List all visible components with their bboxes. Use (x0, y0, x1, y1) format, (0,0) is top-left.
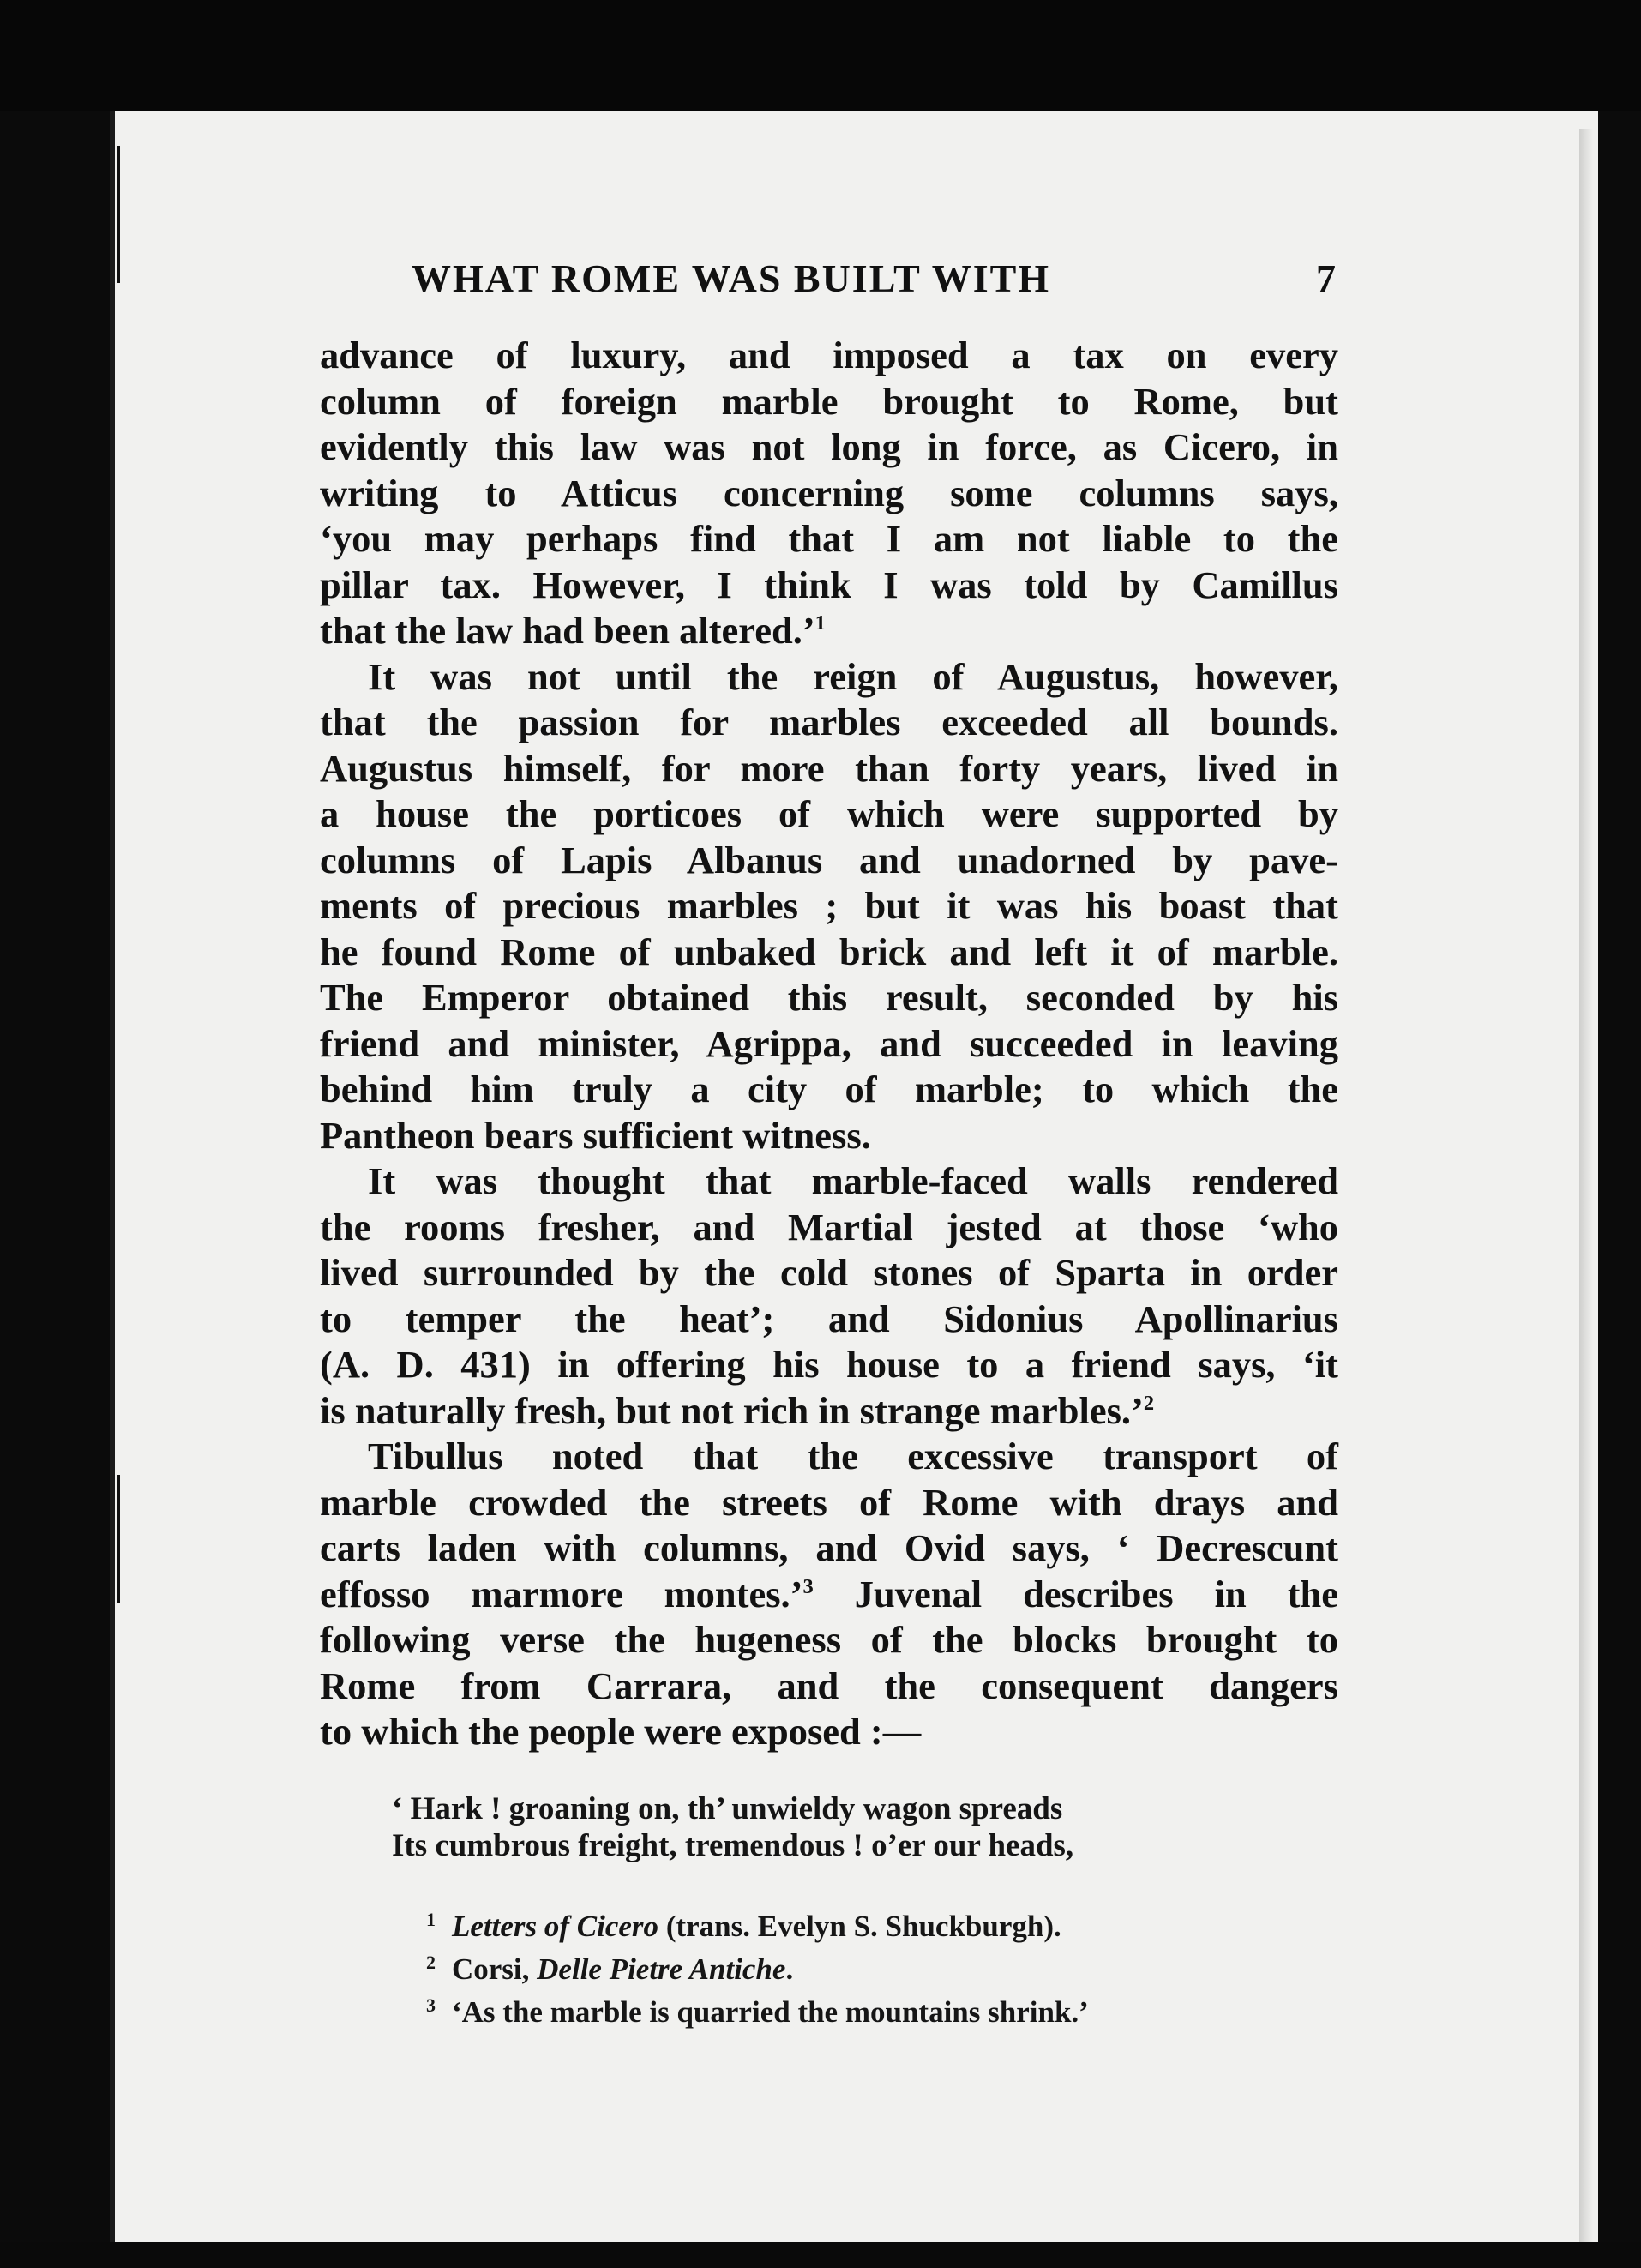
text-fragment: that the law had been altered.’ (320, 609, 815, 652)
text-line: marble crowded the streets of Rome with drays and (320, 1480, 1338, 1524)
margin-rule-mark (117, 146, 120, 283)
text-line: the rooms fresher, and Martial jested at those ‘who (320, 1205, 1338, 1248)
text-line: (A. D. 431) in offering his house to a friend says, ‘it (320, 1343, 1338, 1386)
text-line: that the passion for marbles exceeded all bounds. (320, 701, 1338, 743)
text-line: column of foreign marble brought to Rome, but (320, 379, 1338, 423)
text-line: ments of precious marbles ; but it was his boast that (320, 884, 1338, 927)
scan-border-top (0, 0, 1641, 111)
body-text (320, 333, 1338, 1755)
text-line: following verse the hugeness of the blocks brought to (320, 1618, 1338, 1661)
text-line: advance of luxury, and imposed a tax on every (320, 334, 1338, 376)
text-fragment: is naturally fresh, but not rich in strange marbles.’ (320, 1388, 1144, 1432)
scan-border-bottom (0, 2242, 1641, 2268)
text-line: lived surrounded by the cold stones of Sparta in order (320, 1251, 1338, 1294)
text-line: carts laden with columns, and Ovid says, ‘ Decrescunt (320, 1526, 1338, 1569)
text-line: The Emperor obtained this result, seconded by his (320, 976, 1338, 1019)
text-line (320, 1572, 1338, 1618)
footnote-mark: 1 (426, 1909, 436, 1930)
text-line: writing to Atticus concerning some columns says, (320, 471, 1338, 514)
footnote-mark: 2 (426, 1952, 436, 1973)
text-line: friend and minister, Agrippa, and succeeded in leaving (320, 1021, 1338, 1065)
text-line: Rome from Carrara, and the consequent dangers (320, 1663, 1338, 1707)
footnote-text: (trans. Evelyn S. Shuckburgh). (658, 1910, 1061, 1943)
footnote-mark: 3 (426, 1994, 436, 2016)
footnotes (426, 1902, 1283, 2030)
text-line: to which the people were exposed :— (320, 1710, 922, 1753)
footnote-ref: 3 (802, 1574, 814, 1598)
text-line: Tibullus noted that the excessive transport of (368, 1435, 1338, 1477)
text-line: behind him truly a city of marble; to which the (320, 1068, 1338, 1110)
text-line: to temper the heat’; and Sidonius Apollinarius (320, 1296, 1338, 1340)
text-line: a house the porticoes of which were supported by (320, 792, 1338, 835)
verse-quotation (392, 1790, 1232, 1864)
text-fragment: effosso marmore montes.’ (320, 1572, 803, 1615)
text-line: columns of Lapis Albanus and unadorned by pave- (320, 838, 1338, 881)
text-line: pillar tax. However, I think I was told by Camillus (320, 562, 1338, 606)
verse-line: Its cumbrous freight, tremendous ! o’er our heads, (392, 1828, 1074, 1863)
margin-rule-mark (117, 1475, 120, 1603)
footnote-italic: Delle Pietre Antiche (537, 1952, 786, 1986)
text-line: It was thought that marble-faced walls rendered (368, 1159, 1338, 1202)
verse-line: ‘ Hark ! groaning on, th’ unwieldy wagon spreads (392, 1791, 1063, 1826)
text-fragment: Juvenal describes in the (854, 1572, 1339, 1615)
text-line (320, 608, 1338, 654)
text-line: ‘you may perhaps find that I am not liable to the (320, 517, 1338, 560)
running-head (412, 249, 1337, 309)
footnote (426, 1988, 1283, 2030)
running-head-title: WHAT ROME WAS BUILT WITH (412, 256, 1051, 300)
footnote-text: ‘As the marble is quarried the mountains shrink.’ (452, 1995, 1089, 2029)
text-line (320, 1388, 1338, 1435)
text-line: It was not until the reign of Augustus, however, (368, 654, 1338, 698)
footnote (426, 1902, 1283, 1945)
text-line: Pantheon bears sufficient witness. (320, 1113, 871, 1157)
page-edge-shadow (1579, 129, 1593, 2255)
footnote-italic: Letters of Cicero (452, 1910, 659, 1943)
footnote-text: Corsi, (452, 1952, 538, 1986)
text-line: Augustus himself, for more than forty years, lived in (320, 746, 1338, 790)
page-number: 7 (1316, 256, 1337, 300)
text-line: he found Rome of unbaked brick and left it of marble. (320, 929, 1338, 973)
footnote (426, 1945, 1283, 1988)
footnote-ref: 2 (1143, 1391, 1155, 1415)
footnote-ref: 1 (814, 611, 826, 635)
text-line: evidently this law was not long in force, as Cicero, in (320, 425, 1338, 468)
footnote-text: . (785, 1952, 794, 1986)
